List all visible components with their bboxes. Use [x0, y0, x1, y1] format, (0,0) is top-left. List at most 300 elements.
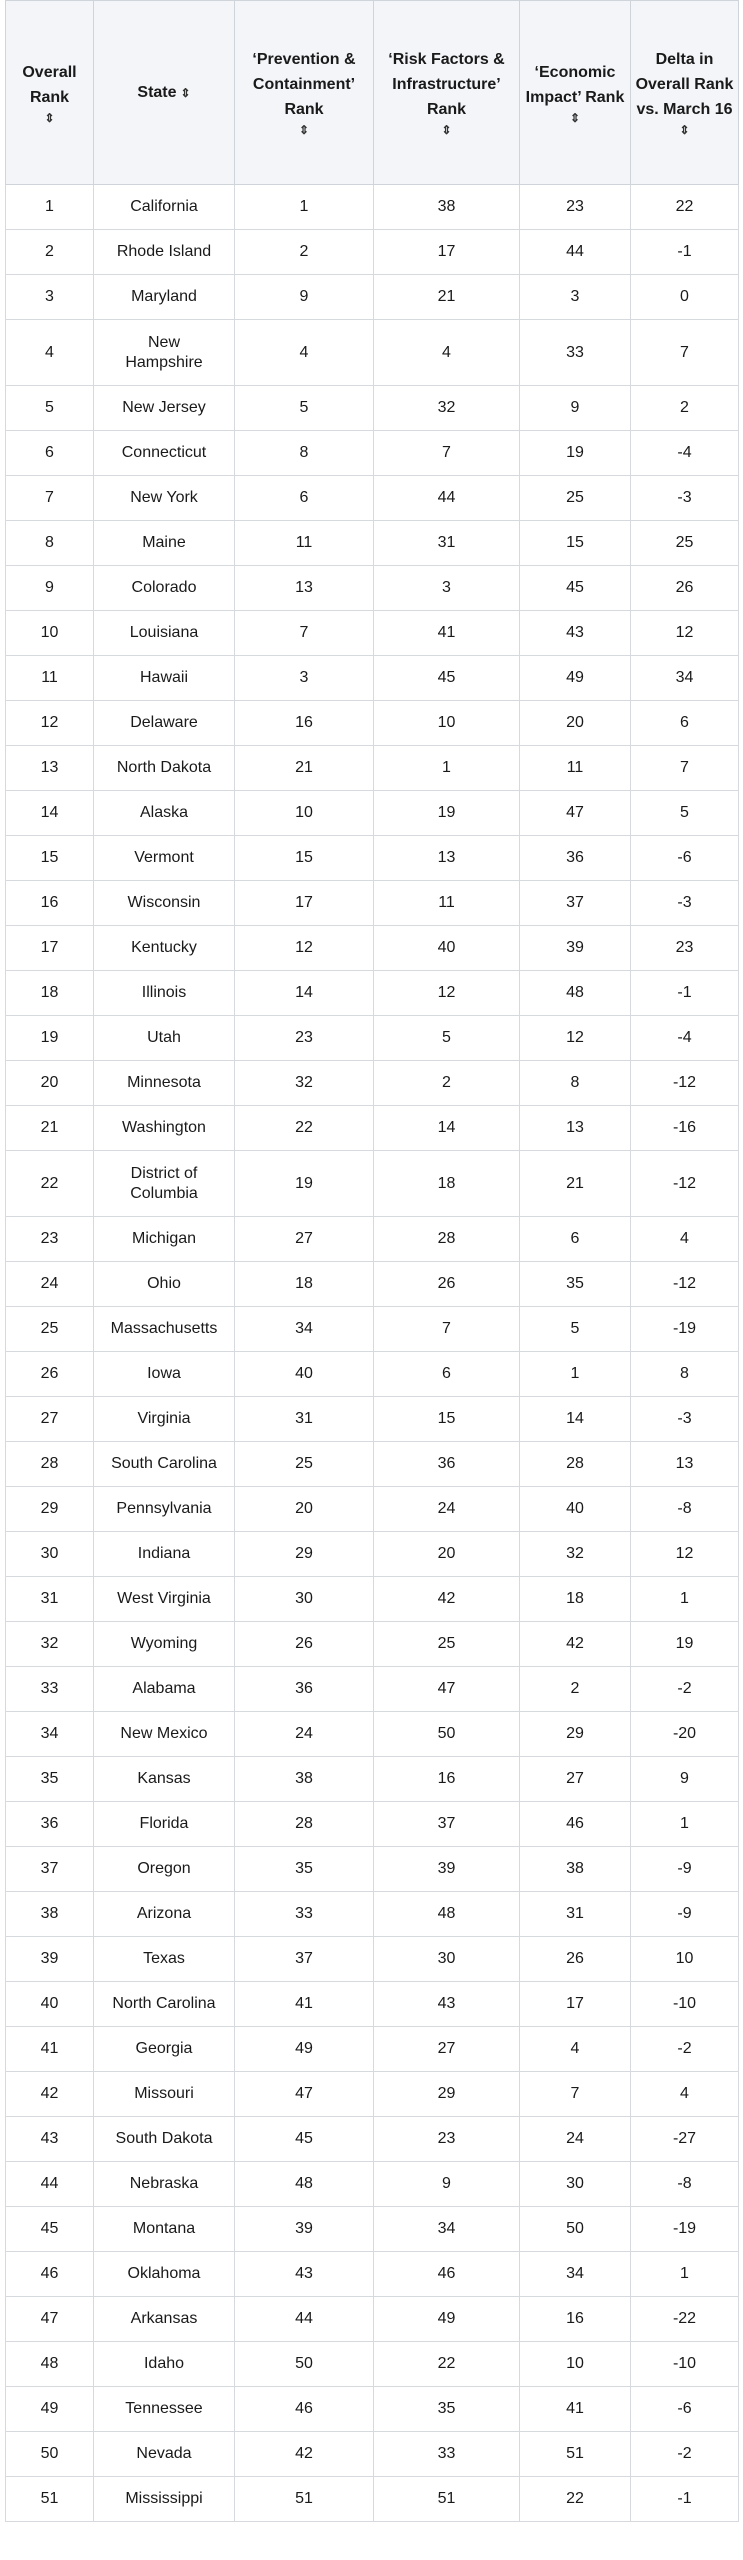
prevention-rank-cell: 6	[235, 476, 374, 521]
delta-cell: 23	[631, 926, 739, 971]
delta-cell: -10	[631, 2342, 739, 2387]
economic-impact-rank-cell: 44	[520, 230, 631, 275]
economic-impact-rank-cell: 19	[520, 431, 631, 476]
delta-cell: -8	[631, 2162, 739, 2207]
overall-rank-cell: 51	[6, 2477, 94, 2522]
sort-icon[interactable]: ⇕	[679, 123, 690, 137]
risk-factors-rank-cell: 38	[374, 185, 520, 230]
overall-rank-cell: 27	[6, 1397, 94, 1442]
risk-factors-rank-cell: 3	[374, 566, 520, 611]
risk-factors-rank-cell: 11	[374, 881, 520, 926]
table-row	[6, 971, 739, 1016]
prevention-rank-cell: 20	[235, 1487, 374, 1532]
table-row	[6, 2027, 739, 2072]
economic-impact-rank-cell: 42	[520, 1622, 631, 1667]
economic-impact-rank-cell: 46	[520, 1802, 631, 1847]
overall-rank-cell: 36	[6, 1802, 94, 1847]
risk-factors-rank-cell: 19	[374, 791, 520, 836]
prevention-rank-cell: 43	[235, 2252, 374, 2297]
delta-cell: 9	[631, 1757, 739, 1802]
economic-impact-rank-cell: 11	[520, 746, 631, 791]
economic-impact-rank-cell: 2	[520, 1667, 631, 1712]
column-header-label: ‘Economic Impact’ Rank	[525, 63, 625, 106]
prevention-rank-cell: 1	[235, 185, 374, 230]
overall-rank-cell: 17	[6, 926, 94, 971]
delta-cell: 6	[631, 701, 739, 746]
risk-factors-rank-cell: 43	[374, 1982, 520, 2027]
overall-rank-cell: 25	[6, 1307, 94, 1352]
delta-cell: 1	[631, 2252, 739, 2297]
state-cell: Pennsylvania	[94, 1487, 235, 1532]
table-row	[6, 1262, 739, 1307]
economic-impact-rank-cell: 30	[520, 2162, 631, 2207]
sort-icon[interactable]: ⇕	[298, 123, 310, 137]
economic-impact-rank-cell: 21	[520, 1151, 631, 1217]
economic-impact-rank-cell: 9	[520, 386, 631, 431]
overall-rank-cell: 34	[6, 1712, 94, 1757]
risk-factors-rank-cell: 47	[374, 1667, 520, 1712]
risk-factors-rank-cell: 5	[374, 1016, 520, 1061]
overall-rank-cell: 41	[6, 2027, 94, 2072]
overall-rank-cell: 35	[6, 1757, 94, 1802]
risk-factors-rank-cell: 48	[374, 1892, 520, 1937]
table-row	[6, 1352, 739, 1397]
table-row	[6, 1061, 739, 1106]
sort-icon[interactable]: ⇕	[44, 110, 55, 125]
prevention-rank-cell: 22	[235, 1106, 374, 1151]
delta-cell: -22	[631, 2297, 739, 2342]
state-cell: Louisiana	[94, 611, 235, 656]
table-row	[6, 2162, 739, 2207]
delta-cell: -12	[631, 1262, 739, 1307]
risk-factors-rank-cell: 51	[374, 2477, 520, 2522]
prevention-rank-cell: 19	[235, 1151, 374, 1217]
overall-rank-cell: 16	[6, 881, 94, 926]
risk-factors-rank-cell: 12	[374, 971, 520, 1016]
table-row	[6, 1106, 739, 1151]
overall-rank-cell: 23	[6, 1217, 94, 1262]
state-cell: New York	[94, 476, 235, 521]
table-row	[6, 230, 739, 275]
economic-impact-rank-cell: 8	[520, 1061, 631, 1106]
economic-impact-rank-cell: 35	[520, 1262, 631, 1307]
delta-cell: 34	[631, 656, 739, 701]
risk-factors-rank-cell: 30	[374, 1937, 520, 1982]
table-row	[6, 1532, 739, 1577]
table-row	[6, 1217, 739, 1262]
table-row	[6, 2432, 739, 2477]
delta-cell: 0	[631, 275, 739, 320]
table-row	[6, 1016, 739, 1061]
table-row	[6, 1982, 739, 2027]
overall-rank-cell: 18	[6, 971, 94, 1016]
delta-cell: 10	[631, 1937, 739, 1982]
delta-cell: 4	[631, 2072, 739, 2117]
table-row	[6, 611, 739, 656]
column-header-state[interactable]	[94, 1, 235, 185]
overall-rank-cell: 19	[6, 1016, 94, 1061]
column-header-label: State	[137, 83, 177, 101]
column-header-label: ‘Risk Factors & Infrastructure’ Rank	[388, 51, 505, 118]
column-header-label: ‘Prevention & Containment’ Rank	[252, 51, 356, 118]
prevention-rank-cell: 32	[235, 1061, 374, 1106]
risk-factors-rank-cell: 33	[374, 2432, 520, 2477]
column-header-prevention-containment-rank[interactable]	[235, 1, 374, 185]
economic-impact-rank-cell: 6	[520, 1217, 631, 1262]
risk-factors-rank-cell: 22	[374, 2342, 520, 2387]
column-header-economic-impact-rank[interactable]	[520, 1, 631, 185]
delta-cell: 12	[631, 1532, 739, 1577]
delta-cell: -1	[631, 230, 739, 275]
column-header-delta-overall-rank[interactable]	[631, 1, 739, 185]
economic-impact-rank-cell: 3	[520, 275, 631, 320]
prevention-rank-cell: 2	[235, 230, 374, 275]
risk-factors-rank-cell: 41	[374, 611, 520, 656]
delta-cell: 13	[631, 1442, 739, 1487]
table-header	[6, 1, 739, 185]
column-header-overall-rank[interactable]	[6, 1, 94, 185]
delta-cell: 2	[631, 386, 739, 431]
sort-icon[interactable]: ⇕	[441, 123, 452, 137]
delta-cell: -3	[631, 881, 739, 926]
table-row	[6, 1622, 739, 1667]
risk-factors-rank-cell: 2	[374, 1061, 520, 1106]
delta-cell: 12	[631, 611, 739, 656]
state-cell: Oklahoma	[94, 2252, 235, 2297]
table-row	[6, 1847, 739, 1892]
risk-factors-rank-cell: 35	[374, 2387, 520, 2432]
table-row	[6, 1151, 739, 1217]
prevention-rank-cell: 4	[235, 320, 374, 386]
state-cell: South Carolina	[94, 1442, 235, 1487]
state-cell: New Hampshire	[94, 320, 235, 386]
overall-rank-cell: 14	[6, 791, 94, 836]
prevention-rank-cell: 39	[235, 2207, 374, 2252]
overall-rank-cell: 15	[6, 836, 94, 881]
prevention-rank-cell: 3	[235, 656, 374, 701]
overall-rank-cell: 50	[6, 2432, 94, 2477]
risk-factors-rank-cell: 29	[374, 2072, 520, 2117]
state-cell: Michigan	[94, 1217, 235, 1262]
table-row	[6, 2477, 739, 2522]
economic-impact-rank-cell: 41	[520, 2387, 631, 2432]
table-row	[6, 791, 739, 836]
risk-factors-rank-cell: 28	[374, 1217, 520, 1262]
state-cell: Maryland	[94, 275, 235, 320]
state-cell: Alaska	[94, 791, 235, 836]
prevention-rank-cell: 28	[235, 1802, 374, 1847]
risk-factors-rank-cell: 4	[374, 320, 520, 386]
state-cell: South Dakota	[94, 2117, 235, 2162]
economic-impact-rank-cell: 4	[520, 2027, 631, 2072]
risk-factors-rank-cell: 32	[374, 386, 520, 431]
table-body	[6, 185, 739, 2522]
prevention-rank-cell: 14	[235, 971, 374, 1016]
table-row	[6, 1757, 739, 1802]
prevention-rank-cell: 18	[235, 1262, 374, 1307]
overall-rank-cell: 20	[6, 1061, 94, 1106]
delta-cell: -10	[631, 1982, 739, 2027]
overall-rank-cell: 45	[6, 2207, 94, 2252]
overall-rank-cell: 46	[6, 2252, 94, 2297]
table-row	[6, 1667, 739, 1712]
risk-factors-rank-cell: 45	[374, 656, 520, 701]
prevention-rank-cell: 31	[235, 1397, 374, 1442]
risk-factors-rank-cell: 21	[374, 275, 520, 320]
risk-factors-rank-cell: 40	[374, 926, 520, 971]
state-cell: Maine	[94, 521, 235, 566]
risk-factors-rank-cell: 27	[374, 2027, 520, 2072]
risk-factors-rank-cell: 14	[374, 1106, 520, 1151]
delta-cell: -12	[631, 1061, 739, 1106]
delta-cell: 1	[631, 1802, 739, 1847]
delta-cell: 25	[631, 521, 739, 566]
prevention-rank-cell: 47	[235, 2072, 374, 2117]
delta-cell: -1	[631, 971, 739, 1016]
state-cell: Utah	[94, 1016, 235, 1061]
economic-impact-rank-cell: 16	[520, 2297, 631, 2342]
economic-impact-rank-cell: 24	[520, 2117, 631, 2162]
economic-impact-rank-cell: 22	[520, 2477, 631, 2522]
prevention-rank-cell: 17	[235, 881, 374, 926]
overall-rank-cell: 3	[6, 275, 94, 320]
economic-impact-rank-cell: 20	[520, 701, 631, 746]
overall-rank-cell: 1	[6, 185, 94, 230]
overall-rank-cell: 38	[6, 1892, 94, 1937]
delta-cell: -9	[631, 1892, 739, 1937]
delta-cell: -8	[631, 1487, 739, 1532]
economic-impact-rank-cell: 5	[520, 1307, 631, 1352]
economic-impact-rank-cell: 48	[520, 971, 631, 1016]
delta-cell: -19	[631, 2207, 739, 2252]
prevention-rank-cell: 8	[235, 431, 374, 476]
prevention-rank-cell: 24	[235, 1712, 374, 1757]
prevention-rank-cell: 51	[235, 2477, 374, 2522]
state-cell: Kentucky	[94, 926, 235, 971]
state-cell: Mississippi	[94, 2477, 235, 2522]
prevention-rank-cell: 41	[235, 1982, 374, 2027]
table-row	[6, 701, 739, 746]
economic-impact-rank-cell: 29	[520, 1712, 631, 1757]
prevention-rank-cell: 26	[235, 1622, 374, 1667]
table-row	[6, 1712, 739, 1757]
overall-rank-cell: 47	[6, 2297, 94, 2342]
table-row	[6, 1577, 739, 1622]
economic-impact-rank-cell: 15	[520, 521, 631, 566]
overall-rank-cell: 37	[6, 1847, 94, 1892]
delta-cell: 8	[631, 1352, 739, 1397]
sort-icon[interactable]: ⇕	[569, 110, 581, 125]
economic-impact-rank-cell: 34	[520, 2252, 631, 2297]
overall-rank-cell: 8	[6, 521, 94, 566]
delta-cell: 4	[631, 1217, 739, 1262]
economic-impact-rank-cell: 31	[520, 1892, 631, 1937]
economic-impact-rank-cell: 23	[520, 185, 631, 230]
economic-impact-rank-cell: 50	[520, 2207, 631, 2252]
state-cell: Indiana	[94, 1532, 235, 1577]
column-header-risk-factors-infrastructure-rank[interactable]	[374, 1, 520, 185]
state-cell: North Carolina	[94, 1982, 235, 2027]
delta-cell: -6	[631, 2387, 739, 2432]
delta-cell: -3	[631, 1397, 739, 1442]
table-row	[6, 1892, 739, 1937]
delta-cell: -12	[631, 1151, 739, 1217]
table-row	[6, 1937, 739, 1982]
prevention-rank-cell: 38	[235, 1757, 374, 1802]
delta-cell: -4	[631, 431, 739, 476]
state-cell: Missouri	[94, 2072, 235, 2117]
column-header-label: Delta in Overall Rank vs. March 16	[635, 51, 734, 118]
risk-factors-rank-cell: 25	[374, 1622, 520, 1667]
prevention-rank-cell: 16	[235, 701, 374, 746]
overall-rank-cell: 22	[6, 1151, 94, 1217]
economic-impact-rank-cell: 7	[520, 2072, 631, 2117]
economic-impact-rank-cell: 27	[520, 1757, 631, 1802]
risk-factors-rank-cell: 7	[374, 1307, 520, 1352]
state-cell: California	[94, 185, 235, 230]
overall-rank-cell: 28	[6, 1442, 94, 1487]
state-cell: West Virginia	[94, 1577, 235, 1622]
state-cell: New Mexico	[94, 1712, 235, 1757]
economic-impact-rank-cell: 17	[520, 1982, 631, 2027]
state-cell: District of Columbia	[94, 1151, 235, 1217]
prevention-rank-cell: 30	[235, 1577, 374, 1622]
overall-rank-cell: 32	[6, 1622, 94, 1667]
overall-rank-cell: 12	[6, 701, 94, 746]
sort-icon[interactable]: ⇕	[180, 85, 191, 100]
economic-impact-rank-cell: 45	[520, 566, 631, 611]
prevention-rank-cell: 36	[235, 1667, 374, 1712]
overall-rank-cell: 10	[6, 611, 94, 656]
prevention-rank-cell: 33	[235, 1892, 374, 1937]
delta-cell: -4	[631, 1016, 739, 1061]
delta-cell: -1	[631, 2477, 739, 2522]
delta-cell: -16	[631, 1106, 739, 1151]
table-row	[6, 656, 739, 701]
state-cell: North Dakota	[94, 746, 235, 791]
risk-factors-rank-cell: 36	[374, 1442, 520, 1487]
state-cell: Tennessee	[94, 2387, 235, 2432]
risk-factors-rank-cell: 20	[374, 1532, 520, 1577]
overall-rank-cell: 44	[6, 2162, 94, 2207]
delta-cell: -9	[631, 1847, 739, 1892]
delta-cell: 7	[631, 746, 739, 791]
overall-rank-cell: 49	[6, 2387, 94, 2432]
delta-cell: 26	[631, 566, 739, 611]
economic-impact-rank-cell: 1	[520, 1352, 631, 1397]
state-cell: Florida	[94, 1802, 235, 1847]
overall-rank-cell: 24	[6, 1262, 94, 1307]
risk-factors-rank-cell: 46	[374, 2252, 520, 2297]
risk-factors-rank-cell: 6	[374, 1352, 520, 1397]
risk-factors-rank-cell: 10	[374, 701, 520, 746]
economic-impact-rank-cell: 14	[520, 1397, 631, 1442]
table-row	[6, 1487, 739, 1532]
table-row	[6, 275, 739, 320]
table-row	[6, 431, 739, 476]
table-row	[6, 185, 739, 230]
delta-cell: 5	[631, 791, 739, 836]
risk-factors-rank-cell: 17	[374, 230, 520, 275]
overall-rank-cell: 33	[6, 1667, 94, 1712]
prevention-rank-cell: 42	[235, 2432, 374, 2477]
economic-impact-rank-cell: 43	[520, 611, 631, 656]
rankings-table	[5, 0, 739, 2522]
prevention-rank-cell: 46	[235, 2387, 374, 2432]
economic-impact-rank-cell: 39	[520, 926, 631, 971]
risk-factors-rank-cell: 13	[374, 836, 520, 881]
economic-impact-rank-cell: 13	[520, 1106, 631, 1151]
table-row	[6, 836, 739, 881]
economic-impact-rank-cell: 38	[520, 1847, 631, 1892]
risk-factors-rank-cell: 18	[374, 1151, 520, 1217]
overall-rank-cell: 30	[6, 1532, 94, 1577]
state-cell: Colorado	[94, 566, 235, 611]
table-row	[6, 1802, 739, 1847]
state-cell: Kansas	[94, 1757, 235, 1802]
prevention-rank-cell: 5	[235, 386, 374, 431]
risk-factors-rank-cell: 42	[374, 1577, 520, 1622]
table-row	[6, 2207, 739, 2252]
economic-impact-rank-cell: 10	[520, 2342, 631, 2387]
state-cell: Delaware	[94, 701, 235, 746]
table-row	[6, 320, 739, 386]
state-cell: Massachusetts	[94, 1307, 235, 1352]
economic-impact-rank-cell: 18	[520, 1577, 631, 1622]
prevention-rank-cell: 21	[235, 746, 374, 791]
prevention-rank-cell: 37	[235, 1937, 374, 1982]
state-cell: Hawaii	[94, 656, 235, 701]
delta-cell: -2	[631, 2027, 739, 2072]
economic-impact-rank-cell: 32	[520, 1532, 631, 1577]
state-cell: Rhode Island	[94, 230, 235, 275]
state-cell: Iowa	[94, 1352, 235, 1397]
overall-rank-cell: 21	[6, 1106, 94, 1151]
overall-rank-cell: 42	[6, 2072, 94, 2117]
prevention-rank-cell: 49	[235, 2027, 374, 2072]
state-cell: New Jersey	[94, 386, 235, 431]
prevention-rank-cell: 7	[235, 611, 374, 656]
overall-rank-cell: 39	[6, 1937, 94, 1982]
risk-factors-rank-cell: 50	[374, 1712, 520, 1757]
overall-rank-cell: 13	[6, 746, 94, 791]
economic-impact-rank-cell: 33	[520, 320, 631, 386]
economic-impact-rank-cell: 36	[520, 836, 631, 881]
risk-factors-rank-cell: 15	[374, 1397, 520, 1442]
state-cell: Idaho	[94, 2342, 235, 2387]
prevention-rank-cell: 27	[235, 1217, 374, 1262]
risk-factors-rank-cell: 31	[374, 521, 520, 566]
state-cell: Vermont	[94, 836, 235, 881]
state-cell: Alabama	[94, 1667, 235, 1712]
state-cell: Washington	[94, 1106, 235, 1151]
risk-factors-rank-cell: 24	[374, 1487, 520, 1532]
state-cell: Montana	[94, 2207, 235, 2252]
delta-cell: -19	[631, 1307, 739, 1352]
prevention-rank-cell: 44	[235, 2297, 374, 2342]
table-row	[6, 1442, 739, 1487]
state-cell: Georgia	[94, 2027, 235, 2072]
risk-factors-rank-cell: 44	[374, 476, 520, 521]
table-row	[6, 1307, 739, 1352]
overall-rank-cell: 2	[6, 230, 94, 275]
economic-impact-rank-cell: 49	[520, 656, 631, 701]
table-row	[6, 2117, 739, 2162]
economic-impact-rank-cell: 47	[520, 791, 631, 836]
prevention-rank-cell: 15	[235, 836, 374, 881]
table-row	[6, 2072, 739, 2117]
prevention-rank-cell: 48	[235, 2162, 374, 2207]
